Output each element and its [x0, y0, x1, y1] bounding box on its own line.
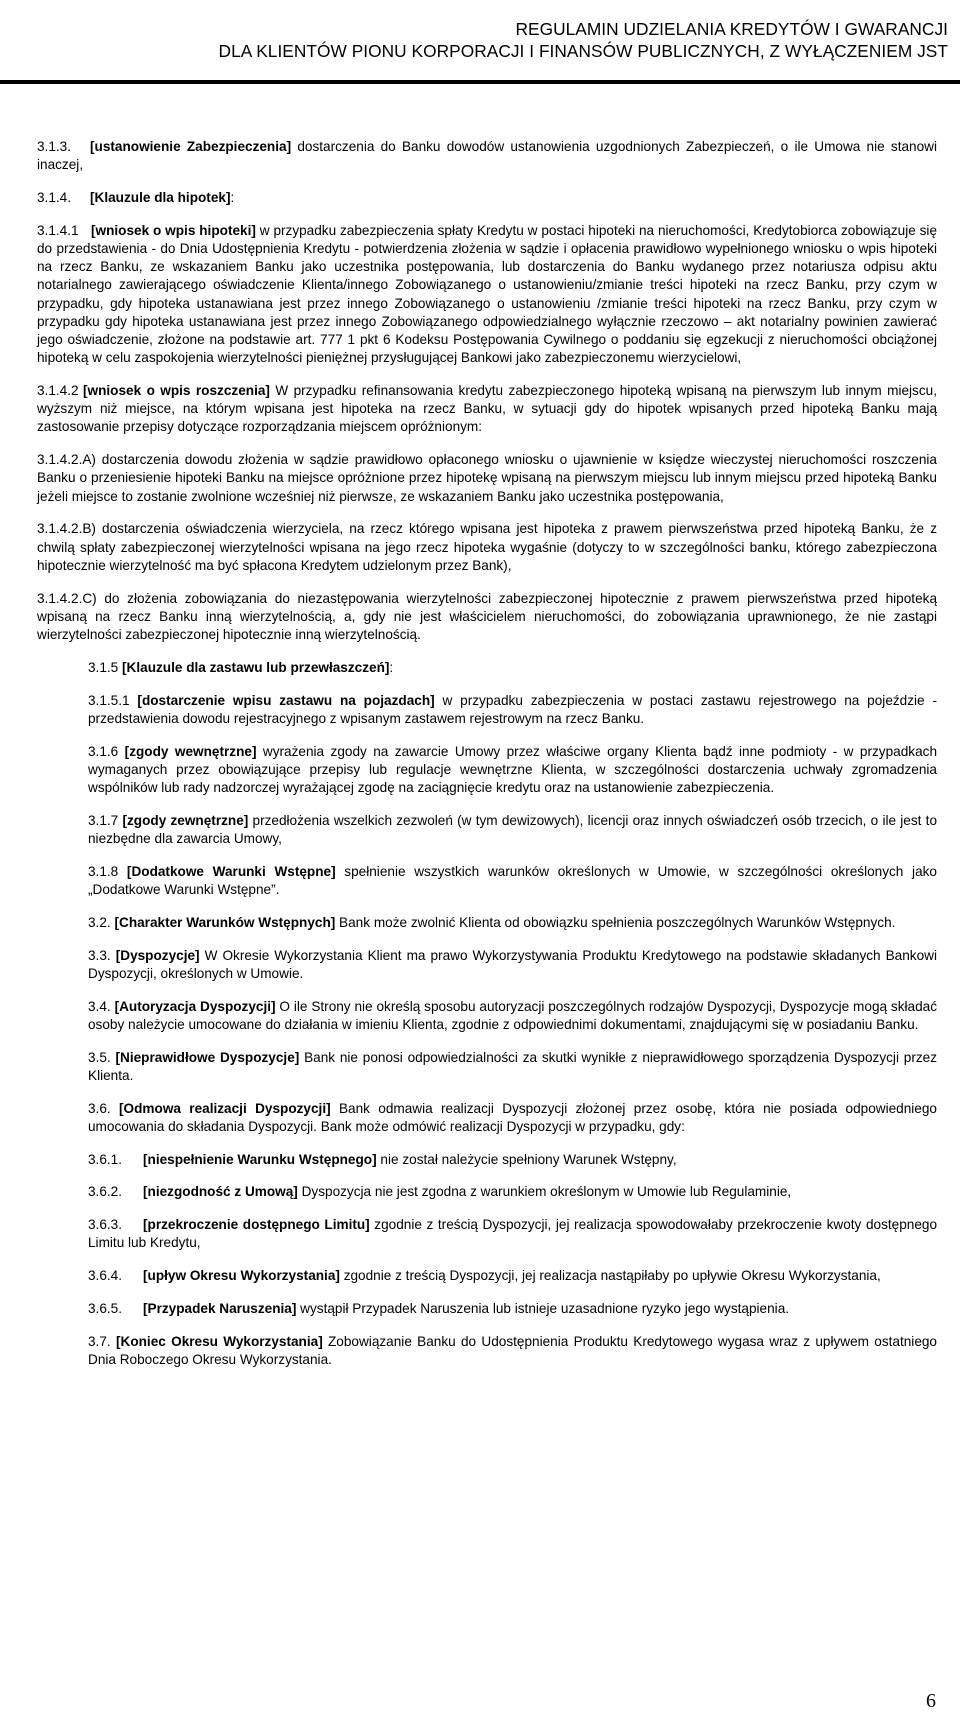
paragraph-3-6: 3.6. [Odmowa realizacji Dyspozycji] Bank odmawia realizacji Dyspozycji złożonej przez osobę, która nie posiada odpowiedniego umocowania do składania Dyspozycji. Bank może odmówić realizacji Dyspozycji w przypadku, gdy: [88, 1100, 937, 1134]
paragraph-3-6-4: 3.6.4. [upływ Okresu Wykorzystania] zgodnie z treścią Dyspozycji, jej realizacja nastąpiłaby po upływie Okresu Wykorzystania, [88, 1268, 881, 1284]
paragraph-3-6-3: 3.6.3. [przekroczenie dostępnego Limitu] zgodnie z treścią Dyspozycji, jej realizacja spowodowałaby przekroczenie kwoty dostępnego Limitu lub Kredytu, [88, 1217, 938, 1251]
document-body [37, 138, 937, 1384]
paragraph-3-1-8: 3.1.8 [Dodatkowe Warunki Wstępne] spełnienie wszystkich warunków określonych w Umowie, w szczególności określonych jako „Dodatkowe Warunki Wstępne”. [88, 863, 937, 898]
document-header [18, 18, 948, 62]
paragraph-3-6-5: 3.6.5. [Przypadek Naruszenia] wystąpił Przypadek Naruszenia lub istnieje uzasadnione ryzyko jego wystąpienia. [88, 1301, 790, 1317]
paragraph-3-1-5-1: 3.1.5.1 [dostarczenie wpisu zastawu na pojazdach] w przypadku zabezpieczenia w postaci zastawu rejestrowego na pojeździe - przedstawienia dowodu rejestracyjnego z wpisanym zastawem rejestrowym na rzecz Banku. [88, 692, 937, 726]
paragraph-3-4: 3.4. [Autoryzacja Dyspozycji] O ile Strony nie określą sposobu autoryzacji poszczególnych rodzajów Dyspozycji, Dyspozycje mogą składać osoby należycie umocowane do działania w imieniu Klienta, zgodnie z odpowiednimi dokumentami, znajdującymi się w posiadaniu Banku. [88, 998, 938, 1032]
page-number: 6 [926, 1690, 936, 1712]
paragraph-3-1-3: 3.1.3. [ustanowienie Zabezpieczenia] dostarczenia do Banku dowodów ustanowienia uzgodnionych Zabezpieczeń, o ile Umowa nie stanowi inaczej, [37, 139, 937, 173]
paragraph-3-1-4-2-c: 3.1.4.2.C) do złożenia zobowiązania do niezastępowania wierzytelności zabezpieczonej hipotecznie z prawem pierwszeństwa przed hipoteką wpisaną na rzecz Banku inną wierzytelnością, a, gdy nie jest właścicielem nieruchomości, do zobowiązania uprawnionego, że nie zastąpi wierzytelności zabezpieczonej hipotecznie inną wierzytelnością. [37, 590, 937, 643]
paragraph-3-1-4-1: 3.1.4.1 [wniosek o wpis hipoteki] w przypadku zabezpieczenia spłaty Kredytu w postaci hipoteki na nieruchomości, Kredytobiorca zobowiązuje się do przedstawienia - do Dnia Udostępnienia Kredytu - potwierdzenia złożenia w sądzie i opłacenia prawidłowo wypełnionego wniosku o wpis hipoteki na rzecz Banku, ze wskazaniem Banku jako uczestnika postępowania, lub dostarczenia do Banku wydanego przez notariusza odpisu aktu notarialnego zawierającego oświadczenie Klienta/innego Zobowiązanego o ustanowieniu/zmianie treści hipoteki na rzecz Banku, przy czym w przypadku, gdy hipoteka ustanawiana jest przez innego Zobowiązanego o ustanowieniu /zmianie treści hipoteki na rzecz Banku, przy czym w przypadku gdy hipoteka ustanawiana jest przez innego Zobowiązanego odpowiedzialnego wyłącznie rzeczowo – akt notarialny powinien zawierać jego oświadczenie, złożone na podstawie art. 777 1 pkt 6 Kodeksu Postępowania Cywilnego o poddaniu się egzekucji z nieruchomości obciążonej hipoteką w celu zaspokojenia wierzytelności pieniężnej przysługującej Bankowi jako zabezpieczonemu wierzycielowi, [37, 222, 938, 366]
paragraph-3-1-4-2-a: 3.1.4.2.A) dostarczenia dowodu złożenia w sądzie prawidłowo opłaconego wniosku o ujawnienie w księdze wieczystej nieruchomości roszczenia Banku o przeniesienie hipoteki Banku na miejsce opróżnione przez hipotekę wpisaną na pierwszym miejscu lub innym miejscu przed hipoteką Banku jeżeli miejsce to zostanie zwolnione wcześniej niż pierwsze, ze wskazaniem Banku jako uczestnika postępowania, [37, 452, 937, 504]
paragraph-3-1-4: 3.1.4. [Klauzule dla hipotek]: [37, 190, 235, 205]
header-divider [0, 80, 960, 84]
paragraph-3-1-6: 3.1.6 [zgody wewnętrzne] wyrażenia zgody na zawarcie Umowy przez właściwe organy Klienta bądź inne podmioty - w przypadkach wymaganych przez obowiązujące przepisy lub regulacje wewnętrzne Klienta, w szczególności dostarczenia uchwały zgromadzenia wspólników lub rady nadzorczej wyrażającej zgodę na zaciągnięcie kredytu oraz na ustanowienie zabezpieczenia. [88, 743, 937, 796]
paragraph-3-1-7: 3.1.7 [zgody zewnętrzne] przedłożenia wszelkich zezwoleń (w tym dewizowych), licencji oraz innych oświadczeń osób trzecich, o ile jest to niezbędne dla zawarcia Umowy, [88, 812, 937, 847]
paragraph-3-6-2: 3.6.2. [niezgodność z Umową] Dyspozycja nie jest zgodna z warunkiem określonym w Umowie lub Regulaminie, [88, 1184, 792, 1200]
paragraph-3-1-4-2-b: 3.1.4.2.B) dostarczenia oświadczenia wierzyciela, na rzecz którego wpisana jest hipoteka z prawem pierwszeństwa przed hipoteką Banku, że z chwilą spłaty zabezpieczonej wierzytelności wpisana na jego rzecz hipoteka wygaśnie (dotyczy to w szczególności banku, którego zabezpieczona hipotecznie wierzytelność ma być spłacona Kredytem udzielonym przez Bank), [37, 521, 937, 573]
paragraph-3-5: 3.5. [Nieprawidłowe Dyspozycje] Bank nie ponosi odpowiedzialności za skutki wynikłe z nieprawidłowego sporządzenia Dyspozycji przez Klienta. [88, 1049, 937, 1083]
header-title-line-1: REGULAMIN UDZIELANIA KREDYTÓW I GWARANCJI [515, 19, 948, 39]
paragraph-3-7: 3.7. [Koniec Okresu Wykorzystania] Zobowiązanie Banku do Udostępnienia Produktu Kredytowego wygasa wraz z upływem ostatniego Dnia Roboczego Okresu Wykorzystania. [88, 1333, 937, 1368]
header-title-line-2: DLA KLIENTÓW PIONU KORPORACJI I FINANSÓW PUBLICZNYCH, Z WYŁĄCZENIEM JST [218, 41, 948, 61]
paragraph-3-3: 3.3. [Dyspozycje] W Okresie Wykorzystania Klient ma prawo Wykorzystywania Produktu Kredytowego na podstawie składanych Bankowi Dyspozycji, określonych w Umowie. [88, 947, 937, 981]
paragraph-3-2: 3.2. [Charakter Warunków Wstępnych] Bank może zwolnić Klienta od obowiązku spełnienia poszczególnych Warunków Wstępnych. [88, 914, 896, 930]
paragraph-3-1-5: 3.1.5 [Klauzule dla zastawu lub przewłaszczeń]: [88, 659, 394, 675]
paragraph-3-1-4-2: 3.1.4.2 [wniosek o wpis roszczenia] W przypadku refinansowania kredytu zabezpieczonego hipoteką wpisaną na pierwszym lub innym miejscu, wyższym niż miejsce, na którym wpisana jest hipoteka na rzecz Banku, w sytuacji gdy do hipotek wpisanych przed hipoteką Banku mają zastosowanie przepisy dotyczące rozporządzania miejscem opróżnionym: [37, 383, 937, 435]
paragraph-3-6-1: 3.6.1. [niespełnienie Warunku Wstępnego] nie został należycie spełniony Warunek Wstępny, [88, 1151, 677, 1167]
